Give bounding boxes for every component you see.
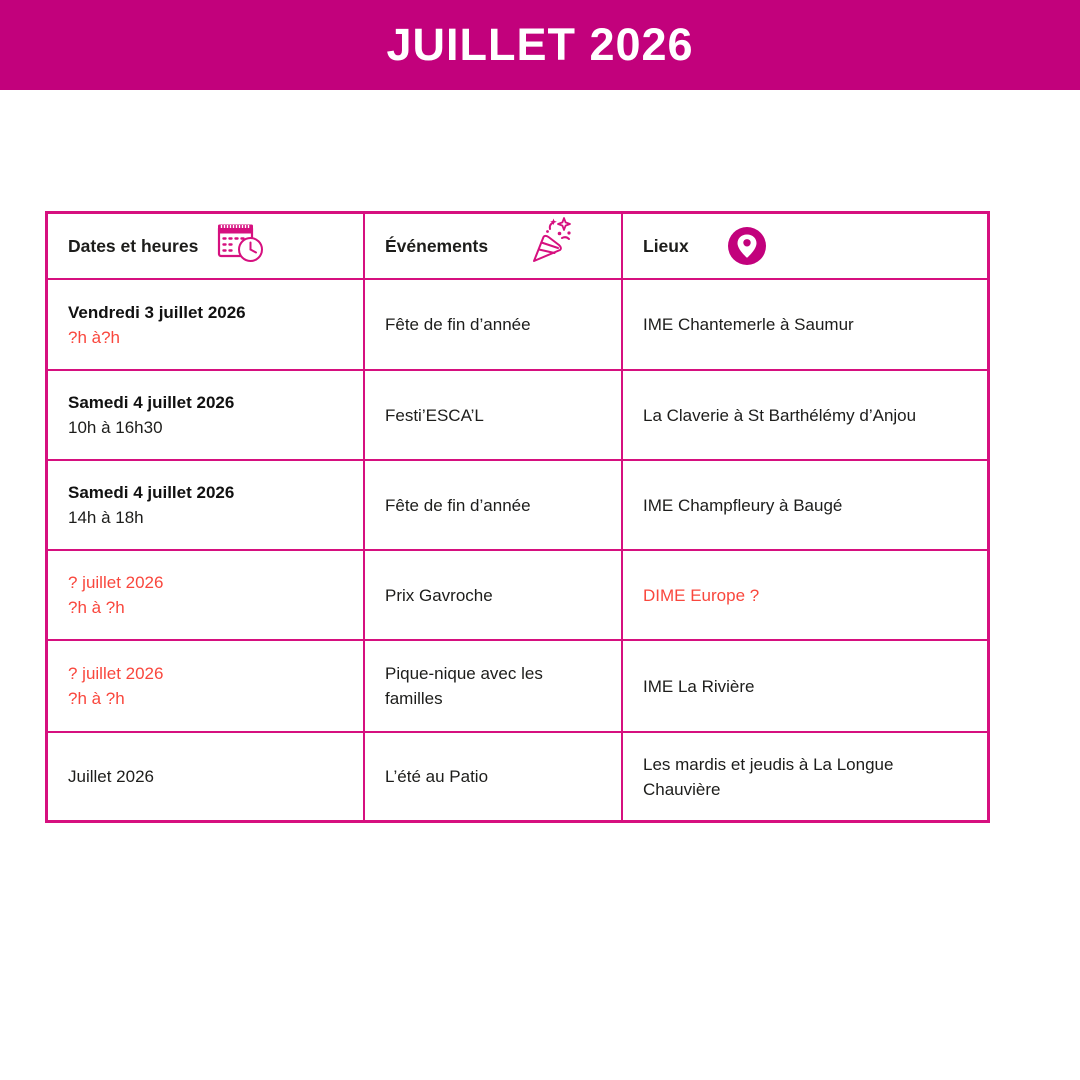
cell-place [621, 549, 987, 639]
cell-date [48, 549, 363, 639]
event-place: DIME Europe ? [643, 585, 760, 605]
event-place: IME Champfleury à Baugé [643, 495, 843, 515]
page-title: JUILLET 2026 [386, 19, 694, 70]
cell-event [363, 369, 621, 459]
cell-event [363, 639, 621, 731]
event-date: ? juillet 2026 [68, 573, 164, 592]
calendar-clock-icon [216, 220, 266, 266]
event-place: IME La Rivière [643, 676, 755, 696]
event-time: ?h à ?h [68, 598, 125, 617]
column-header-dates [48, 214, 363, 278]
event-place: La Claverie à St Barthélémy d’Anjou [643, 405, 917, 425]
event-name: Prix Gavroche [385, 585, 493, 605]
cell-event [363, 459, 621, 549]
event-name: L’été au Patio [385, 767, 489, 786]
event-name: Fête de fin d’année [385, 495, 531, 515]
event-date: ? juillet 2026 [68, 664, 164, 683]
event-time: ?h à?h [68, 327, 120, 347]
cell-place [621, 459, 987, 549]
cell-date [48, 369, 363, 459]
cell-date [48, 278, 363, 369]
event-place: IME Chantemerle à Saumur [643, 315, 854, 334]
events-table [45, 211, 990, 823]
cell-event [363, 549, 621, 639]
event-date: Samedi 4 juillet 2026 [68, 483, 235, 502]
event-name: Festi’ESCA’L [385, 405, 484, 425]
column-header-label: Lieux [643, 235, 689, 256]
column-header-places [621, 214, 987, 278]
event-name: Pique-nique avec les familles [385, 664, 543, 708]
event-name: Fête de fin d’année [385, 315, 531, 334]
event-time: 14h à 18h [68, 508, 144, 527]
cell-place [621, 639, 987, 731]
cell-event [363, 731, 621, 820]
event-place: Les mardis et jeudis à La Longue Chauvière [643, 754, 894, 799]
month-banner [0, 0, 1080, 90]
column-header-events [363, 214, 621, 278]
cell-place [621, 731, 987, 820]
event-time: ?h à ?h [68, 689, 125, 708]
event-date: Samedi 4 juillet 2026 [68, 393, 235, 412]
party-popper-icon [528, 216, 574, 266]
cell-date [48, 639, 363, 731]
column-header-label: Événements [385, 235, 489, 256]
location-pin-icon [727, 226, 767, 266]
cell-event [363, 278, 621, 369]
event-date: Vendredi 3 juillet 2026 [68, 302, 246, 322]
event-date: Juillet 2026 [68, 767, 155, 786]
event-time: 10h à 16h30 [68, 418, 163, 437]
cell-place [621, 369, 987, 459]
column-header-label: Dates et heures [68, 235, 199, 256]
cell-date [48, 459, 363, 549]
cell-date [48, 731, 363, 820]
cell-place [621, 278, 987, 369]
